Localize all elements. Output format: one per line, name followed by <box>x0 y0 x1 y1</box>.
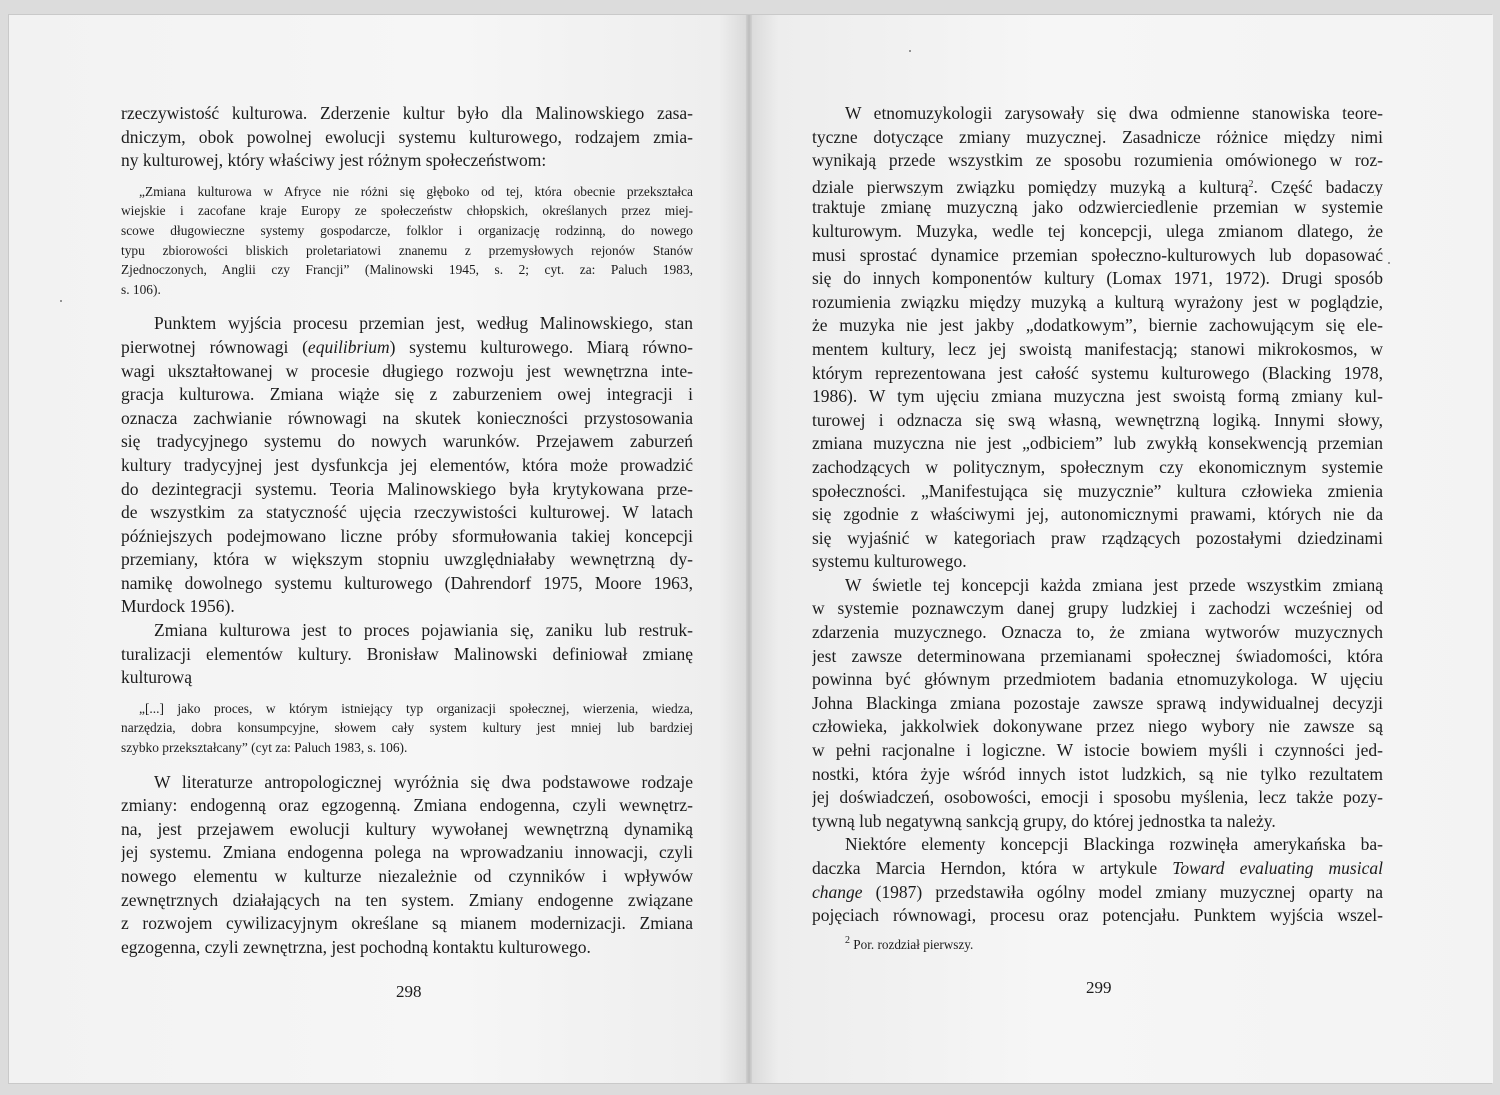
text-line: się tradycyjnego systemu do nowych warunków. Przejawem zaburzeń <box>121 431 693 452</box>
footnote-text: Por. rozdział pierwszy. <box>853 937 974 952</box>
footnote-reference: 2 <box>1248 178 1254 190</box>
text-line: mentem kultury, lecz jej swoistą manifestacją; stanowi mikrokosmos, w <box>812 338 1383 359</box>
text-line: namikę dowolnego systemu kulturowego (Dahrendorf 1975, Moore 1963, <box>121 572 693 593</box>
text-line: Murdock 1956). <box>121 596 235 617</box>
quote-line: „[...] jako proces, w którym istniejący typ organizacji społecznej, wierzenia, wiedza, <box>139 700 693 716</box>
text-line: zmiana muzyczna nie jest „odbiciem” lub zwykłą konsekwencją przemian <box>812 433 1383 454</box>
text-line: turowej i odznacza się swą własną, wewnętrzną logiką. Innymi słowy, <box>812 409 1383 430</box>
text-line: powinna być głównym przedmiotem badania etnomuzykologa. W ujęciu <box>812 669 1383 690</box>
book-gutter <box>746 15 752 1083</box>
footnote-mark: 2 <box>845 935 850 946</box>
quote-line: szybko przekształcany” (cyt za: Paluch 1983, s. 106). <box>121 740 408 756</box>
text-line: pierwotnej równowagi (equilibrium) systemu kulturowego. Miarą równo- <box>121 336 693 357</box>
page-number-left: 298 <box>396 982 422 1001</box>
text-line: tyczne dotyczące zmiany muzycznej. Zasadnicze różnice między nimi <box>812 126 1383 147</box>
text-line: jej systemu. Zmiana endogenna polega na wprowadzaniu innowacji, czyli <box>121 842 693 863</box>
text-line: de wszystkim za statyczność ujęcia rzeczywistości kulturowej. W latach <box>121 502 693 523</box>
quote-line: wiejskie i zacofane kraje Europy ze społeczeństw chłopskich, określanych przez miej- <box>121 203 693 219</box>
text-line: musi sprostać dynamice przemian społeczno-kulturowych lub dopasować <box>812 244 1383 265</box>
text-line: egzogenna, czyli zewnętrzna, jest pochodną kontaktu kulturowego. <box>121 936 591 957</box>
text-line: na, jest przejawem ewolucji kultury wywołanej wewnętrzną dynamiką <box>121 818 693 839</box>
italic-term: equilibrium <box>307 336 390 357</box>
text-line: wagi ukształtowanej w procesie długiego rozwoju jest wewnętrzna inte- <box>121 360 693 381</box>
text-line: społeczności. „Manifestująca się muzycznie” kultura człowieka zmienia <box>812 480 1383 501</box>
text-line: W etnomuzykologii zarysowały się dwa odmienne stanowiska teore- <box>845 103 1383 123</box>
quote-line: s. 106). <box>121 281 161 297</box>
text-line: kulturowym. Muzyka, wedle tej koncepcji, ulega zmianom dlatego, że <box>812 220 1383 241</box>
text-line: w systemie poznawczym danej grupy ludzkiej i zachodzi wcześniej od <box>812 598 1383 619</box>
text-line: przemiany, która w większym stopniu uwzględniałaby wewnętrzną dy- <box>121 549 693 570</box>
block-quote-2 <box>121 699 693 758</box>
quote-line: Zjednoczonych, Anglii czy Francji” (Malinowski 1945, s. 2; cyt. za: Paluch 1983, <box>121 262 693 278</box>
text-line: W świetle tej koncepcji każda zmiana jest przede wszystkim zmianą <box>845 574 1383 595</box>
text-line: tywną lub negatywną sankcją grupy, do której jednostka ta należy. <box>812 810 1276 831</box>
text-line: się zgodnie z właściwymi jej, autonomicznymi prawami, których nie da <box>812 504 1383 525</box>
text-line: kulturową <box>121 667 192 688</box>
scan-speck <box>1388 262 1390 264</box>
text-line: w pełni racjonalne i logiczne. W istocie bowiem myśli i czynności jed- <box>812 740 1383 761</box>
text-line: się wyjaśnić w kategoriach praw rządzących pozostałymi dziedzinami <box>812 527 1383 548</box>
footnote <box>845 932 973 954</box>
left-page-text <box>121 102 693 959</box>
text-line: jest zawsze determinowana przemianami społecznej świadomości, która <box>812 645 1383 666</box>
text-line: change (1987) przedstawiła ogólny model zmiany muzycznej oparty na <box>812 881 1383 902</box>
text-line: pojęciach równowagi, procesu oraz potencjału. Punktem wyjścia wszel- <box>812 905 1383 926</box>
quote-line: narzędzia, dobra konsumpcyjne, słowem cały system kultury jest mniej lub bardziej <box>121 720 693 736</box>
text-line: turalizacji elementów kultury. Bronisław Malinowski definiował zmianę <box>121 643 693 664</box>
quote-line: „Zmiana kulturowa w Afryce nie różni się głęboko od tej, która obecnie przekształca <box>139 183 693 199</box>
text-line: rozumienia związku między muzyką a kulturą wyrażony jest w poglądzie, <box>812 291 1383 312</box>
block-quote-1 <box>121 182 693 300</box>
text-line: systemu kulturowego. <box>812 551 967 572</box>
text-line: Niektóre elementy koncepcji Blackinga rozwinęła amerykańska ba- <box>845 834 1383 855</box>
scan-speck <box>909 50 911 52</box>
text-line: wynikają przede wszystkim ze sposobu rozumienia omówionego w roz- <box>812 150 1383 171</box>
text-line: późniejszych podejmowano liczne próby sformułowania takiej koncepcji <box>121 525 693 546</box>
text-line: Punktem wyjścia procesu przemian jest, według Malinowskiego, stan <box>154 313 693 334</box>
text-line: człowieka, jakkolwiek dokonywane przez niego wybory nie zawsze są <box>812 716 1383 737</box>
text-line: się do innych komponentów kultury (Lomax 1971, 1972). Drugi sposób <box>812 268 1383 289</box>
text-line: z rozwojem cywilizacyjnym określane są mianem modernizacji. Zmiana <box>121 913 693 934</box>
text-line: Zmiana kulturowa jest to proces pojawiania się, zaniku lub restruk- <box>154 620 693 641</box>
text-line: do dezintegracji systemu. Teoria Malinowskiego była krytykowana prze- <box>121 478 693 499</box>
text-line: dziale pierwszym związku pomiędzy muzyką a kulturą$^2$. Część badaczy <box>812 176 1383 197</box>
text-line: zewnętrznych działających na ten system. Zmiany endogenne związane <box>121 889 693 910</box>
quote-line: typu zbiorowości bliskich proletariatowi znanemu z przemysłowych rejonów Stanów <box>121 242 693 258</box>
text-line: kultury tradycyjnej jest dysfunkcja jej elementów, która może prowadzić <box>121 454 693 475</box>
text-line: zdarzenia muzycznego. Oznacza to, że zmiana wytworów muzycznych <box>812 622 1383 643</box>
page-number-right: 299 <box>1086 978 1112 997</box>
text-line: jej doświadczeń, osobowości, emocji i sposobu myślenia, lecz także pozy- <box>812 787 1383 808</box>
text-line: którym reprezentowana jest całość systemu kulturowego (Blacking 1978, <box>812 362 1383 383</box>
text-line: traktuje zmianę muzyczną jako odzwierciedlenie przemian w systemie <box>812 197 1383 218</box>
text-line: rzeczywistość kulturowa. Zderzenie kultur było dla Malinowskiego zasa- <box>121 103 693 123</box>
article-title-cont: change <box>812 881 863 902</box>
text-line: ny kulturowej, który właściwy jest różnym społeczeństwom: <box>121 150 547 171</box>
text-line: zachodzących w politycznym, społecznym czy ekonomicznym systemie <box>812 456 1383 477</box>
article-title: Toward evaluating musical <box>1172 858 1383 878</box>
text-line: nostki, która żyje wśród innych istot ludzkich, są nie tylko rezultatem <box>812 763 1383 784</box>
text-line: W literaturze antropologicznej wyróżnia się dwa podstawowe rodzaje <box>154 771 693 792</box>
text-line: dniczym, obok powolnej ewolucji systemu kulturowego, rodzajem zmia- <box>121 126 693 147</box>
text-line: daczka Marcia Herndon, która w artykule Toward evaluating musical <box>812 858 1383 878</box>
text-line: że muzyka nie jest jakby „dodatkowym”, biernie zachowującym się ele- <box>812 315 1383 336</box>
text-line: nowego elementu w kulturze niezależnie od czynników i wpływów <box>121 866 693 886</box>
text-line: zmiany: endogenną oraz egzogenną. Zmiana endogenna, czyli wewnętrz- <box>121 795 693 816</box>
scan-speck <box>60 300 62 302</box>
quote-line: scowe długowieczne systemy gospodarcze, folklor i organizację rodzinną, do nowego <box>121 222 693 238</box>
text-line: 1986). W tym ujęciu zmiana muzyczna jest swoistą formą zmiany kul- <box>812 386 1383 407</box>
text-line: gracja kulturowa. Zmiana wiąże się z zaburzeniem owej integracji i <box>121 384 693 405</box>
right-page-text <box>812 102 1383 928</box>
text-line: Johna Blackinga zmiana pozostaje zawsze sprawą indywidualnej decyzji <box>812 692 1383 713</box>
text-line: oznacza zachwianie równowagi na skutek konieczności przystosowania <box>121 407 693 428</box>
